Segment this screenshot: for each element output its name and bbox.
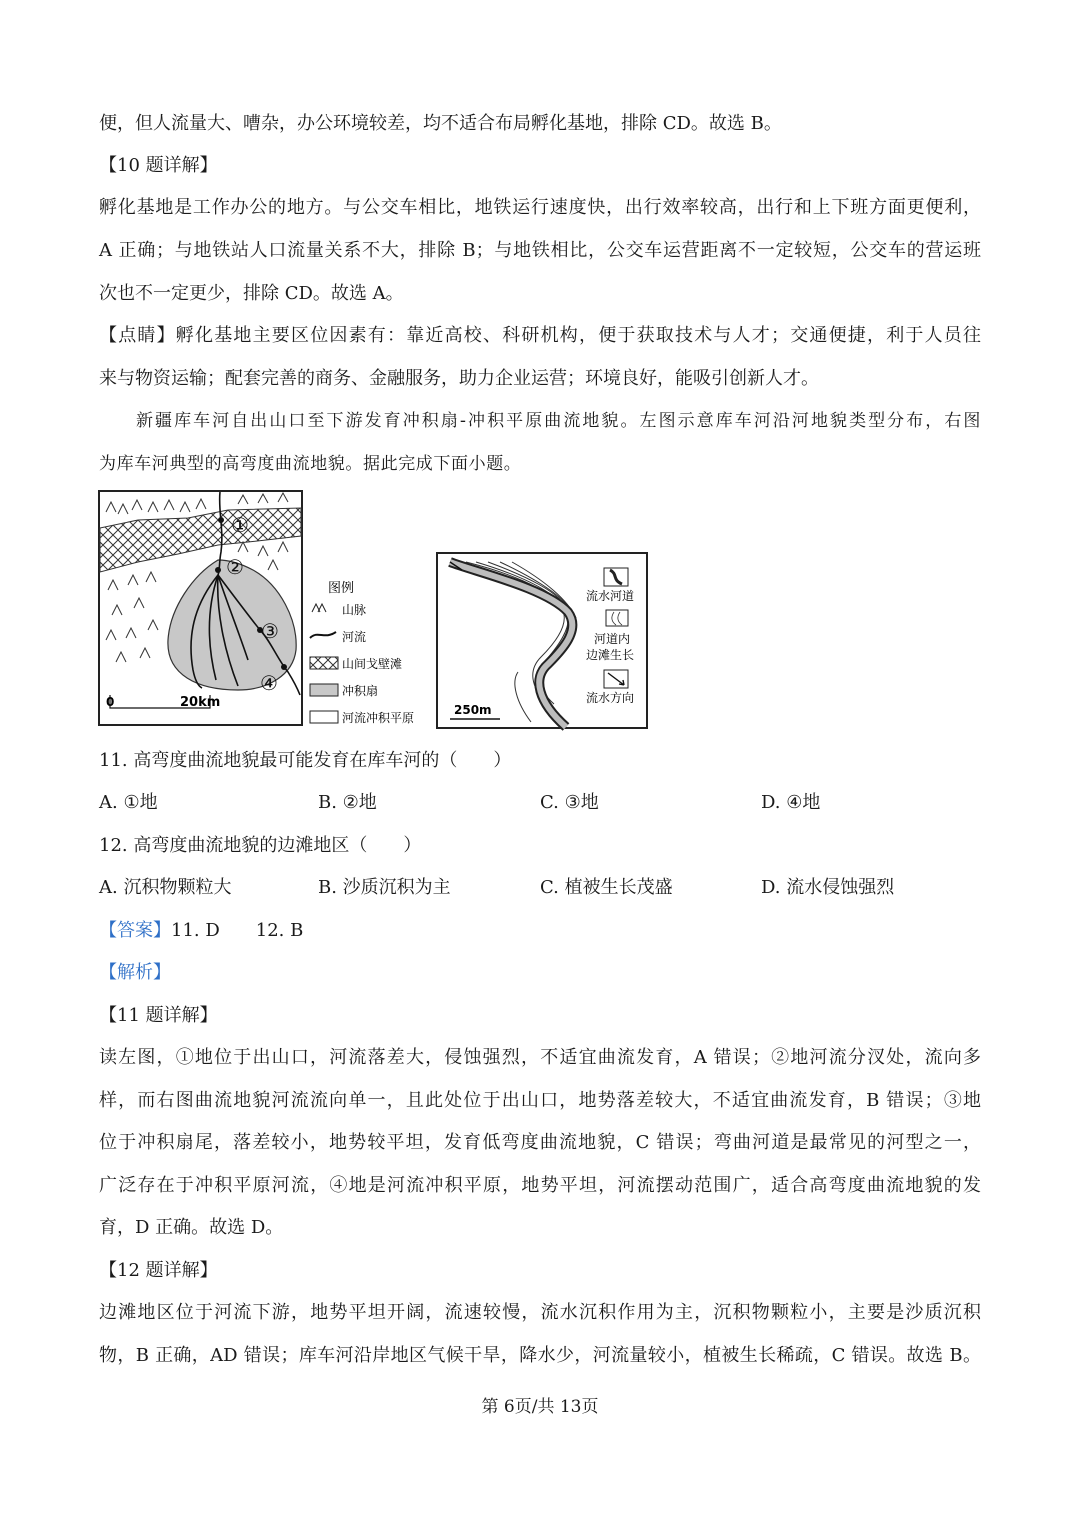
q11-option-c: C. ③地 — [540, 792, 599, 813]
paragraph-line: 便，但人流量大、嘈杂，办公环境较差，均不适合布局孵化基地，排除 CD。故选 B。 — [99, 113, 782, 134]
paragraph-line: 来与物资运输；配套完善的商务、金融服务，助力企业运营；环境良好，能吸引创新人才。 — [99, 368, 819, 389]
question-12: 12. 高弯度曲流地貌的边滩地区（ ） — [99, 835, 422, 856]
paragraph-line: A 正确；与地铁站人口流量关系不大，排除 B；与地铁相比，公交车运营距离不一定较短，公交车的营运班 — [99, 240, 981, 261]
intro-line: 新疆库车河自出山口至下游发育冲积扇-冲积平原曲流地貌。左图示意库车河沿河地貌类型分布，右图 — [136, 411, 981, 431]
left-map-figure — [98, 490, 433, 730]
scale-label: 20km — [180, 695, 221, 710]
paragraph-line: 样，而右图曲流地貌河流流向单一，且此处位于出山口，地势落差较大，不适宜曲流发育，B 错误；③地 — [99, 1090, 981, 1111]
site-marker-2: ② — [226, 555, 244, 579]
legend-label: 流水方向 — [586, 691, 635, 705]
answer-line — [99, 920, 303, 942]
paragraph-line: 孵化基地是工作办公的地方。与公交车相比，地铁运行速度快，出行效率较高，出行和上下班方面更便利， — [99, 197, 981, 218]
paragraph-line: 物，B 正确，AD 错误；库车河沿岸地区气候干旱，降水少，河流量较小，植被生长稀疏，C 错误。故选 B。 — [99, 1345, 981, 1366]
q12-option-b: B. 沙质沉积为主 — [318, 877, 451, 898]
legend-label: 冲积扇 — [342, 684, 379, 698]
right-map-figure — [436, 552, 650, 732]
q12-option-c: C. 植被生长茂盛 — [540, 877, 673, 898]
heading-q11-detail: 【11 题详解】 — [99, 1005, 218, 1026]
paragraph-line: 【点睛】孵化基地主要区位因素有：靠近高校、科研机构，便于获取技术与人才；交通便捷，利于人员往 — [99, 325, 981, 346]
analysis-label: 【解析】 — [99, 962, 171, 983]
floodplain-icon — [310, 711, 338, 723]
q12-option-a: A. 沉积物颗粒大 — [99, 877, 232, 898]
answer-text: 11. D 12. B — [171, 920, 304, 941]
gobi-icon — [310, 657, 338, 669]
paragraph-line: 位于冲积扇尾，落差较小，地势较平坦，发育低弯度曲流地貌，C 错误；弯曲河道是最常见的河型之一， — [99, 1132, 981, 1153]
alluvial-fan-icon — [310, 684, 338, 696]
legend-label: 河流 — [342, 630, 367, 644]
point-bar-icon — [606, 610, 628, 626]
paragraph-line: 读左图，①地位于出山口，河流落差大，侵蚀强烈，不适宜曲流发育，A 错误；②地河流分汊处，流向多 — [99, 1047, 981, 1068]
heading-q12-detail: 【12 题详解】 — [99, 1260, 218, 1281]
question-11: 11. 高弯度曲流地貌最可能发育在库车河的（ ） — [99, 750, 512, 771]
mountain-icon — [312, 604, 326, 612]
legend-label: 山脉 — [342, 603, 367, 617]
paragraph-line: 次也不一定更少，排除 CD。故选 A。 — [99, 283, 404, 304]
scale-zero: 0 — [106, 695, 115, 709]
legend-title: 图例 — [328, 581, 355, 596]
q11-option-b: B. ②地 — [318, 792, 377, 813]
heading-q10-detail: 【10 题详解】 — [99, 155, 218, 176]
paragraph-line: 边滩地区位于河流下游，地势平坦开阔，流速较慢，流水沉积作用为主，沉积物颗粒小，主要是沙质沉积 — [99, 1302, 981, 1323]
river-icon — [310, 632, 336, 638]
q11-option-a: A. ①地 — [99, 792, 158, 813]
page-footer: 第 6页/共 13页 — [481, 1397, 599, 1417]
scale-label: 250m — [454, 703, 492, 717]
intro-line: 为库车河典型的高弯度曲流地貌。据此完成下面小题。 — [99, 454, 522, 474]
site-marker-1: ① — [231, 513, 249, 537]
site-marker-3: ③ — [261, 619, 279, 643]
answer-label: 【答案】 — [99, 920, 171, 941]
legend-label: 河道内 — [594, 632, 631, 646]
legend-label: 河流冲积平原 — [342, 711, 415, 725]
site-marker-4: ④ — [260, 671, 278, 695]
q11-option-d: D. ④地 — [761, 792, 821, 813]
paragraph-line: 育，D 正确。故选 D。 — [99, 1217, 284, 1238]
legend-label: 流水河道 — [586, 589, 635, 603]
paragraph-line: 广泛存在于冲积平原河流，④地是河流冲积平原，地势平坦，河流摆动范围广，适合高弯度曲流地貌的发 — [99, 1175, 981, 1196]
legend-label: 山间戈壁滩 — [342, 657, 403, 671]
legend-label: 边滩生长 — [586, 648, 635, 662]
q12-option-d: D. 流水侵蚀强烈 — [761, 877, 895, 898]
